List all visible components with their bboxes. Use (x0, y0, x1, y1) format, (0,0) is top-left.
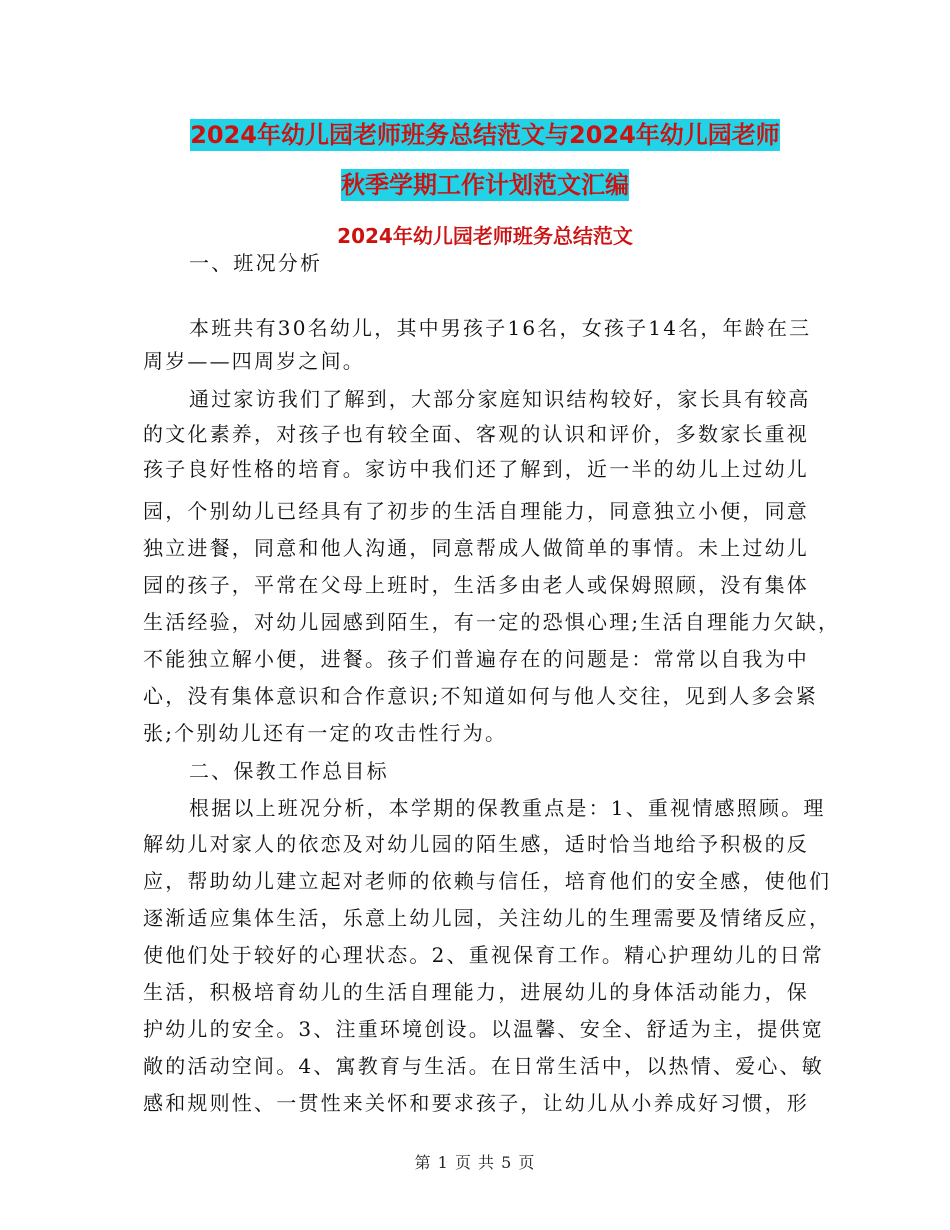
page-number-footer: 第 1 页 共 5 页 (414, 1153, 536, 1172)
paragraph-line: 敞的活动空间。4、寓教育与生活。在日常生活中，以热情、爱心、敏 (143, 1054, 824, 1078)
document-title-line-2: 秋季学期工作计划范文汇编 (341, 171, 629, 199)
paragraph-line: 根据以上班况分析，本学期的保教重点是：1、重视情感照顾。理 (189, 796, 826, 820)
paragraph-line: 独立进餐，同意和他人沟通，同意帮成人做简单的事情。未上过幼儿 (143, 536, 809, 560)
paragraph-line: 园，个别幼儿已经具有了初步的生活自理能力，同意独立小便，同意 (143, 499, 809, 523)
paragraph-line: 园的孩子，平常在父母上班时，生活多由老人或保姆照顾，没有集体 (143, 573, 809, 597)
paragraph-line: 应，帮助幼儿建立起对老师的依赖与信任，培育他们的安全感，使他们 (143, 869, 832, 893)
paragraph-line: 不能独立解小便，进餐。孩子们普遍存在的问题是：常常以自我为中 (143, 647, 809, 671)
paragraph-line: 的文化素养，对孩子也有较全面、客观的认识和评价，多数家长重视 (143, 422, 809, 446)
document-title (140, 110, 830, 210)
section-title: 2024年幼儿园老师班务总结范文 (337, 224, 633, 248)
document-title-line-1: 2024年幼儿园老师班务总结范文与2024年幼儿园老师 (190, 121, 780, 149)
heading-class-analysis: 一、班况分析 (189, 251, 323, 275)
paragraph-line: 生活经验，对幼儿园感到陌生，有一定的恐惧心理;生活自理能力欠缺， (143, 610, 841, 634)
paragraph-line: 护幼儿的安全。3、注重环境创设。以温馨、安全、舒适为主，提供宽 (143, 1017, 824, 1041)
paragraph-line: 孩子良好性格的培育。家访中我们还了解到，近一半的幼儿上过幼儿 (143, 457, 809, 481)
paragraph-line: 生活，积极培育幼儿的生活自理能力，进展幼儿的身体活动能力，保 (143, 980, 809, 1004)
paragraph-line: 感和规则性、一贯性来关怀和要求孩子，让幼儿从小养成好习惯，形 (143, 1091, 809, 1115)
paragraph-line: 本班共有30名幼儿，其中男孩子16名，女孩子14名，年龄在三 (189, 316, 812, 340)
paragraph-line: 使他们处于较好的心理状态。2、重视保育工作。精心护理幼儿的日常 (143, 943, 824, 967)
heading-goals: 二、保教工作总目标 (189, 759, 389, 783)
paragraph-line: 逐渐适应集体生活，乐意上幼儿园，关注幼儿的生理需要及情绪反应， (143, 906, 832, 930)
paragraph-line: 心，没有集体意识和合作意识;不知道如何与他人交往，见到人多会紧 (143, 684, 818, 708)
paragraph-line: 解幼儿对家人的依恋及对幼儿园的陌生感，适时恰当地给予积极的反 (143, 832, 809, 856)
paragraph-line: 通过家访我们了解到，大部分家庭知识结构较好，家长具有较高 (189, 387, 811, 411)
paragraph-line: 张;个别幼儿还有一定的攻击性行为。 (143, 721, 508, 745)
paragraph-line: 周岁——四周岁之间。 (143, 349, 365, 373)
